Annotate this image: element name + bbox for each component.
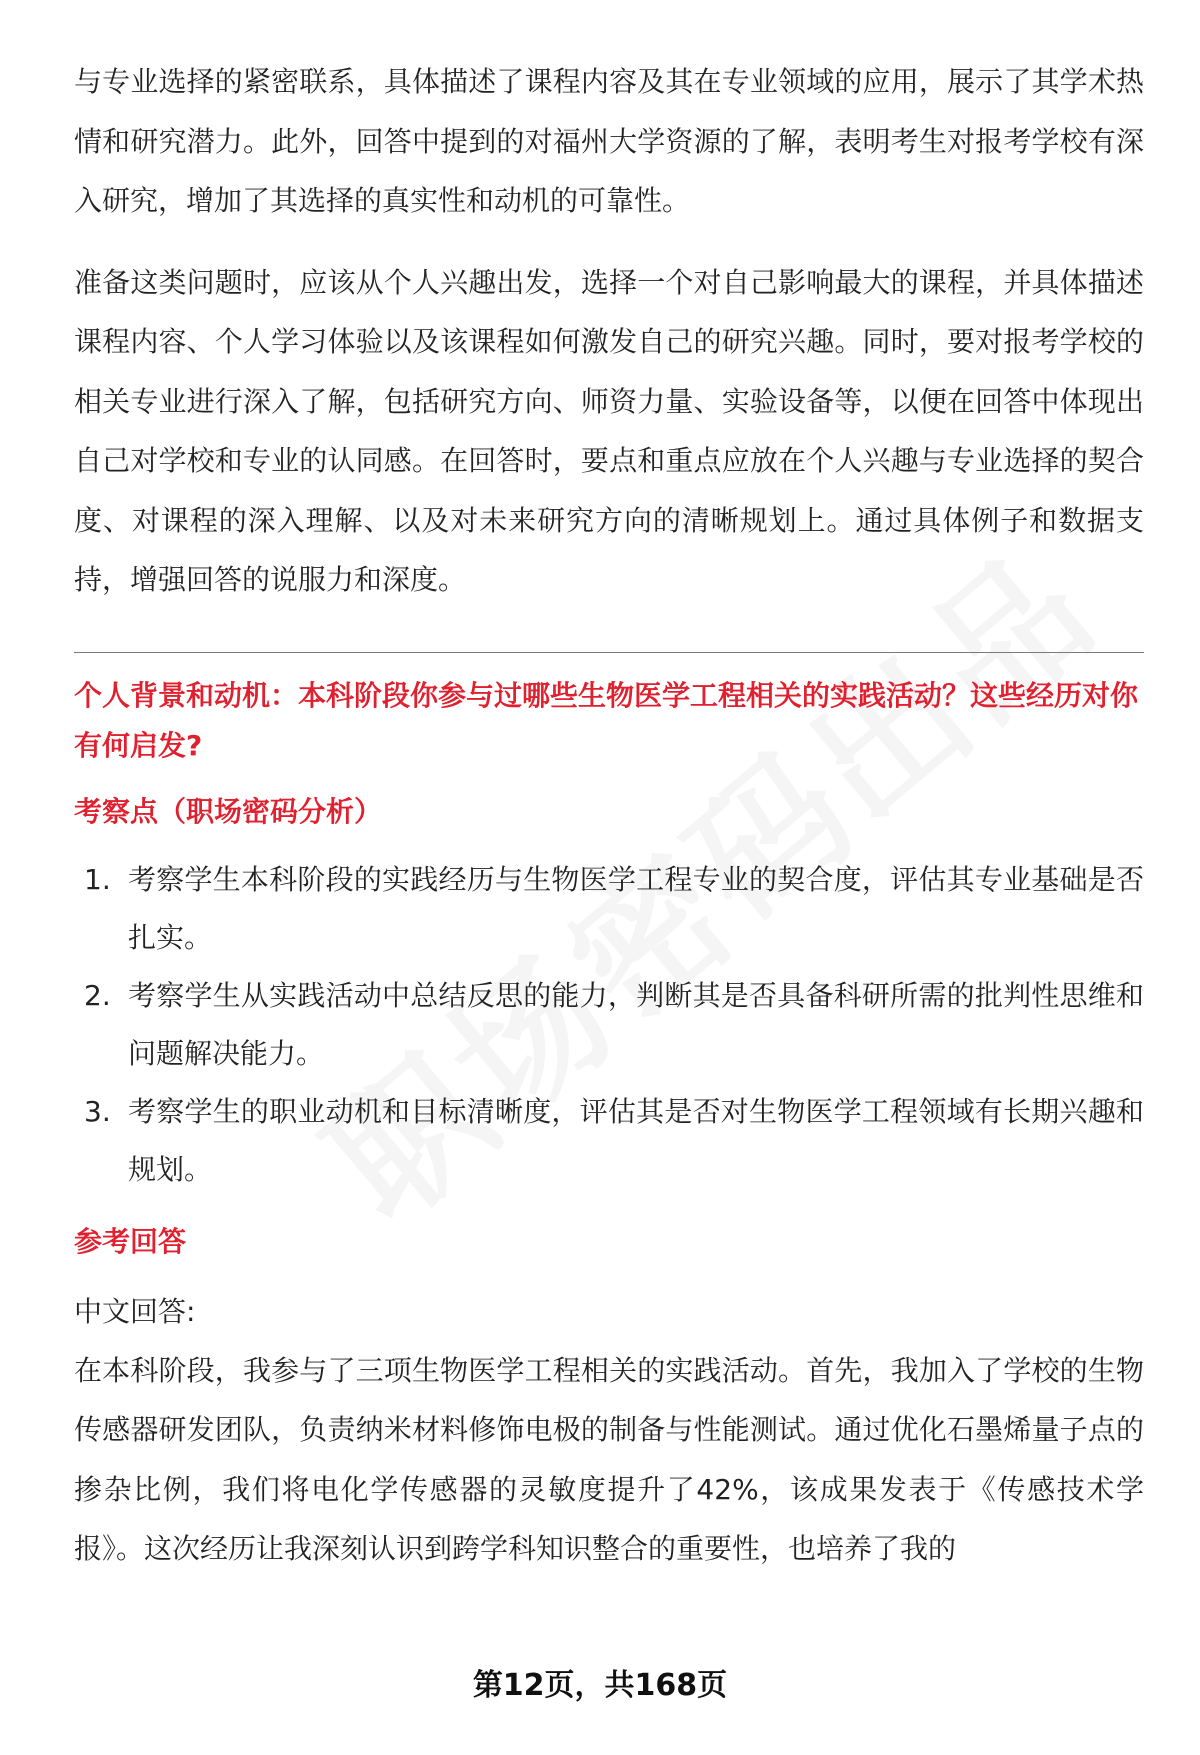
question-heading: 个人背景和动机：本科阶段你参与过哪些生物医学工程相关的实践活动？这些经历对你有何启发? (74, 678, 1139, 762)
list-item-text: 考察学生从实践活动中总结反思的能力，判断其是否具备科研所需的批判性思维和问题解决能力。 (128, 978, 1144, 1070)
document-page (74, 52, 1144, 1579)
reference-heading: 参考回答 (74, 1224, 187, 1258)
list-item-number: 1. (84, 862, 111, 896)
answer-label: 中文回答: (74, 1294, 196, 1328)
page-footer: 第12页，共168页 (472, 1668, 728, 1703)
points-heading: 考察点（职场密码分析） (74, 794, 383, 828)
list-item-text: 考察学生的职业动机和目标清晰度，评估其是否对生物医学工程领域有长期兴趣和规划。 (128, 1094, 1144, 1186)
points-list (74, 851, 1144, 1199)
answer-text: 在本科阶段，我参与了三项生物医学工程相关的实践活动。首先，我加入了学校的生物传感器研发团队，负责纳米材料修饰电极的制备与性能测试。通过优化石墨烯量子点的掺杂比例，我们将电化学传感器的灵敏度提升了42%，该成果发表于《传感技术学报》。这次经历让我深刻认识到跨学科知识整合的重要性，也培养了我的 (74, 1353, 1144, 1565)
section-divider (74, 652, 1144, 653)
list-item-number: 2. (84, 978, 111, 1012)
intro-paragraph-2: 准备这类问题时，应该从个人兴趣出发，选择一个对自己影响最大的课程，并具体描述课程内容、个人学习体验以及该课程如何激发自己的研究兴趣。同时，要对报考学校的相关专业进行深入了解，包括研究方向、师资力量、实验设备等，以便在回答中体现出自己对学校和专业的认同感。在回答时，要点和重点应放在个人兴趣与专业选择的契合度、对课程的深入理解、以及对未来研究方向的清晰规划上。通过具体例子和数据支持，增强回答的说服力和深度。 (74, 265, 1144, 596)
list-item (74, 967, 1144, 1083)
list-item-number: 3. (84, 1094, 111, 1128)
intro-paragraph-1: 与专业选择的紧密联系，具体描述了课程内容及其在专业领域的应用，展示了其学术热情和研究潜力。此外，回答中提到的对福州大学资源的了解，表明考生对报考学校有深入研究，增加了其选择的真实性和动机的可靠性。 (74, 65, 1144, 217)
list-item (74, 851, 1144, 967)
list-item-text: 考察学生本科阶段的实践经历与生物医学工程专业的契合度，评估其专业基础是否扎实。 (128, 862, 1144, 954)
list-item (74, 1083, 1144, 1199)
